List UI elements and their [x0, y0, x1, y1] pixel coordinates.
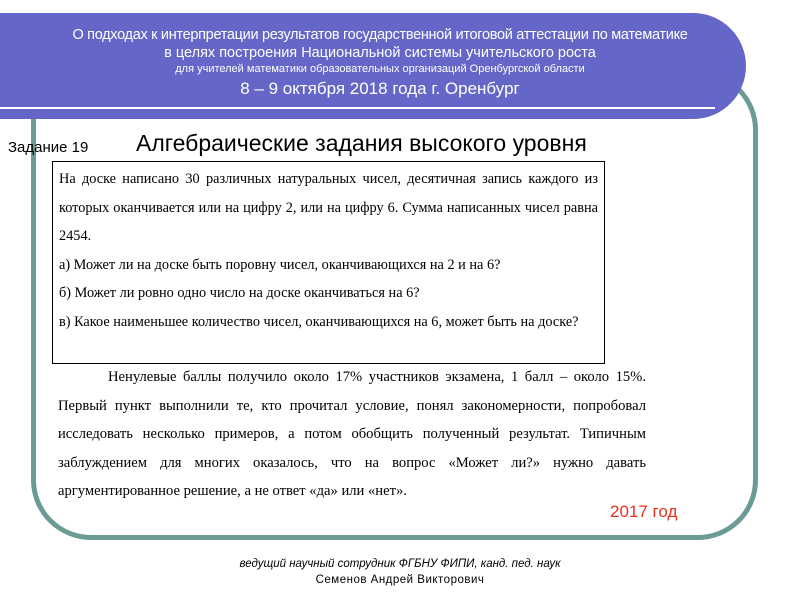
header-title: О подходах к интерпретации результатов государственной итоговой аттестации по математике: [72, 27, 688, 43]
header-audience: для учителей математики образовательных организаций Оренбургской области: [175, 63, 585, 75]
task-statement: На доске написано 30 различных натуральных чисел, десятичная запись каждого из которых оканчивается или на цифру 2, или на цифру 6. Сумма написанных чисел равна 2454.: [59, 171, 598, 244]
header-subtitle: в целях построения Национальной системы учительского роста: [164, 45, 596, 61]
task-question-c: в) Какое наименьшее количество чисел, оканчивающихся на 6, может быть на доске?: [59, 313, 579, 330]
commentary-text: Ненулевые баллы получило около 17% участников экзамена, 1 балл – около 15%. Первый пункт выполнили те, кто прочитал условие, понял закономерности, попробовал исследовать несколько примеров, а потом обобщить полученный результат. Типичным заблуждением для многих оказалось, что на вопрос «Может ли?» нужно давать аргументированное решение, а не ответ «да» или «нет».: [58, 369, 646, 500]
task-question-a: а) Может ли на доске быть поровну чисел, оканчивающихся на 2 и на 6?: [59, 256, 501, 273]
task-label: Задание 19: [8, 139, 89, 156]
year-label: 2017 год: [610, 502, 678, 521]
task-title: Алгебраические задания высокого уровня: [136, 130, 587, 156]
task-statement-box: [52, 161, 605, 364]
header-banner: [0, 13, 746, 119]
author-name: Семенов Андрей Викторович: [315, 574, 485, 586]
header-divider: [0, 107, 715, 109]
header-date-place: 8 – 9 октября 2018 года г. Оренбург: [240, 79, 520, 98]
task-question-b: б) Может ли ровно одно число на доске оканчиваться на 6?: [59, 285, 420, 301]
author-position: ведущий научный сотрудник ФГБНУ ФИПИ, канд. пед. наук: [239, 558, 561, 570]
